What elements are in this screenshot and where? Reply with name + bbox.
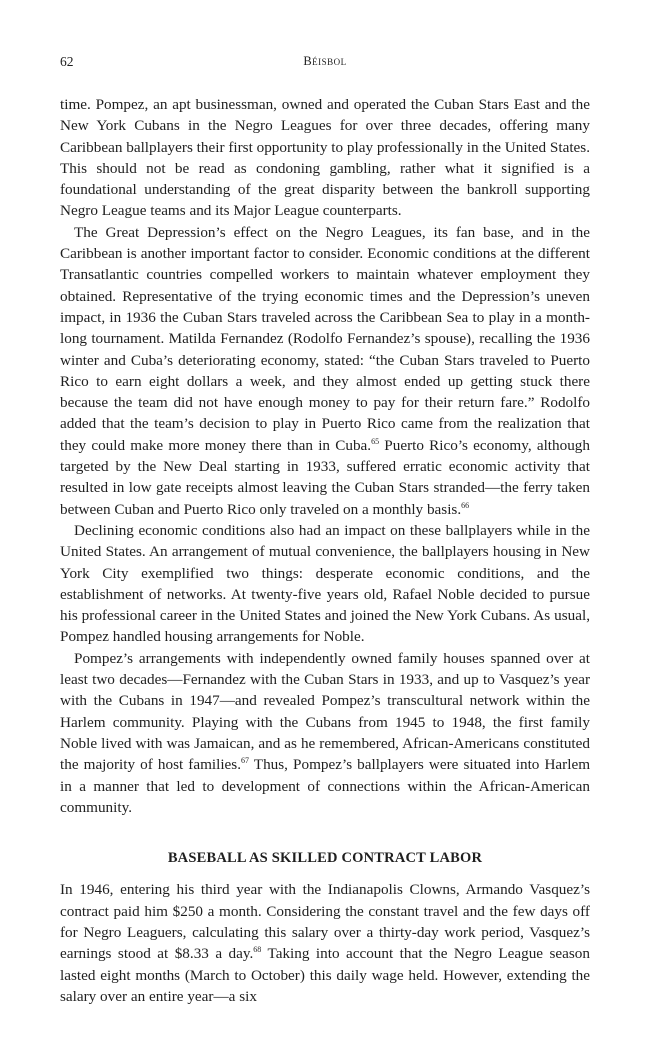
- paragraph-4: [60, 648, 590, 818]
- footnote-ref-65[interactable]: 65: [371, 436, 380, 446]
- footnote-ref-68[interactable]: 68: [253, 945, 262, 955]
- page-header: [60, 54, 590, 74]
- running-head: Béisbol: [303, 54, 347, 68]
- paragraph-4-text-b: Thus, Pompez’s ballplayers were situated into Harlem in a manner that led to development of connections within the African-American community.: [60, 756, 591, 816]
- footnote-ref-66[interactable]: 66: [461, 500, 470, 510]
- paragraph-2-text-a: The Great Depression’s effect on the Negro Leagues, its fan base, and in the Caribbean is another important factor to consider. Economic conditions at the different Transatlantic countries compelled workers to maintain whatever employment they obtained. Representative of the trying economic times and the Depression’s uneven impact, in 1936 the Cuban Stars traveled across the Caribbean Sea to play in a month-long tournament. Matilda Fernandez (Rodolfo Fernandez’s spouse), recalling the 1936 winter and Cuba’s deteriorating economy, stated: “the Cuban Stars traveled to Puerto Rico to earn eight dollars a week, and they almost ended up getting stuck there because the team did not have enough money to pay for their return fare.” Rodolfo added that the team’s decision to play in Puerto Rico came from the realization that they could make more money there than in Cuba.: [60, 223, 590, 454]
- paragraph-5-text-a: In 1946, entering his third year with the Indianapolis Clowns, Armando Vasquez’s contract paid him $250 a month. Considering the constant travel and the few days off for Negro Leaguers, calculating this salary over a thirty-day work period, Vasquez’s earnings stood at $8.33 a day.: [60, 881, 590, 963]
- paragraph-1: time. Pompez, an apt businessman, owned and operated the Cuban Stars East and the New York Cubans in the Negro Leagues for over three decades, offering many Caribbean ballplayers their first opportunity to play professionally in the United States. This should not be read as condoning gambling, rather what it signified is a foundational understanding of the great disparity between the bankroll supporting Negro League teams and its Major League counterparts.: [60, 96, 590, 220]
- paragraph-4-text-a: Pompez’s arrangements with independently owned family houses spanned over at least two decades—Fernandez with the Cuban Stars in 1933, and up to Vasquez’s year with the Cubans in 1947—and revealed Pompez’s transcultural network within the Harlem community. Playing with the Cubans from 1945 to 1948, the first family Noble lived with was Jamaican, and as he remembered, African-Americans constituted the majority of host families.: [60, 649, 590, 774]
- footnote-ref-67[interactable]: 67: [241, 756, 249, 766]
- paragraph-3: Declining economic conditions also had an impact on these ballplayers while in the United States. An arrangement of mutual convenience, the ballplayers housing in New York City exemplified two things: desperate economic conditions, and the establishment of networks. At twenty-five years old, Rafael Noble decided to pursue his professional career in the United States and joined the New York Cubans. As usual, Pompez handled housing arrangements for Noble.: [60, 521, 590, 646]
- paragraph-5-text-b: Taking into account that the Negro League season lasted eight months (March to October) this daily wage held. However, extending the salary over an entire year—a six: [60, 945, 590, 1005]
- paragraph-5: [60, 879, 590, 1007]
- paragraph-2: [60, 222, 590, 520]
- body-text: [60, 94, 590, 1007]
- section-heading: BASEBALL AS SKILLED CONTRACT LABOR: [167, 850, 483, 867]
- page-number: 62: [60, 54, 74, 69]
- paragraph-2-text-b: Puerto Rico’s economy, although targeted by the New Deal starting in 1933, suffered erratic economic activity that resulted in low gate receipts almost leaving the Cuban Stars stranded—the ferry taken between Cuban and Puerto Rico only traveled on a monthly basis.: [60, 436, 590, 518]
